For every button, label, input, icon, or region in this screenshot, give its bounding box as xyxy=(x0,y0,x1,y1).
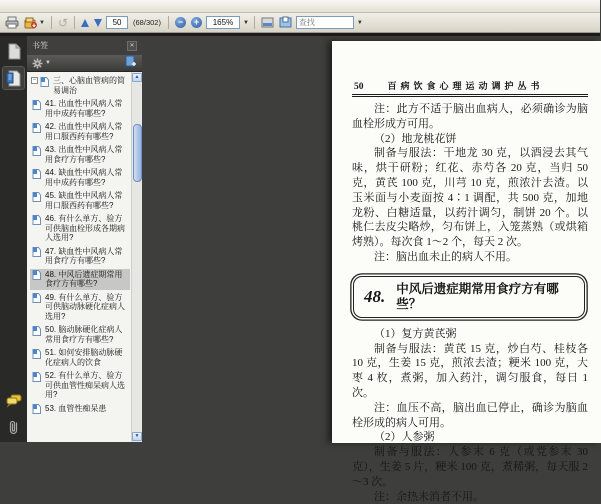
attachments-panel-button[interactable] xyxy=(3,416,24,438)
bookmark-item[interactable] xyxy=(30,370,130,401)
paperclip-icon xyxy=(8,419,20,435)
bookmark-item[interactable] xyxy=(30,403,130,418)
bookmark-item[interactable] xyxy=(30,98,130,119)
bookmark-label: 50. 脑动脉硬化症病人常用食疗方有哪些? xyxy=(45,325,123,344)
printer-icon xyxy=(5,17,19,29)
zoom-level-input[interactable] xyxy=(206,16,240,29)
options-caret-icon: ▼ xyxy=(45,60,51,66)
fit-width-icon xyxy=(261,17,274,28)
new-bookmark-icon xyxy=(125,55,137,67)
main-area xyxy=(0,33,600,503)
bookmark-item[interactable] xyxy=(30,246,130,267)
menu-bar xyxy=(0,0,600,13)
search-dropdown-caret[interactable]: ▼ xyxy=(356,19,363,26)
bookmarks-panel-button[interactable] xyxy=(3,67,24,89)
page-number-input[interactable] xyxy=(106,16,128,29)
fit-page-icon xyxy=(279,17,292,28)
text-block xyxy=(353,276,585,318)
bookmark-label: 45. 缺血性中风病人常用口服西药有哪些? xyxy=(45,191,123,210)
new-bookmark-button[interactable] xyxy=(125,54,137,72)
block-text: 制备与服法：干地龙 30 克，以酒浸去其气味，烘干研粉；红花、赤芍各 20 克，当归 50 克，黄芪 100 克，川芎 10 克，煎浓汁去渣。以玉米面与小麦面按 4∶1 调配，共 500 克，加地龙粉、白糖适量，以药汁调匀，制饼 20 个。以桃仁去皮尖略炒，匀布饼上，入笼蒸熟（或烘箱烤熟）。每次食 1～2 个，每天 2 次。 xyxy=(352,147,588,249)
fit-width-button[interactable] xyxy=(260,15,275,31)
toolbar-separator xyxy=(51,16,52,29)
bookmarks-options-bar xyxy=(27,55,142,72)
bookmark-item-icon xyxy=(32,168,42,181)
bookmark-list xyxy=(27,72,142,442)
block-text: （1）复方黄芪粥 xyxy=(374,327,457,340)
fit-page-button[interactable] xyxy=(278,15,293,31)
text-block xyxy=(352,250,588,265)
block-text: 注：此方不适于脑出血病人，必须确诊为脑血栓形成方可用。 xyxy=(352,103,588,130)
bookmark-item-icon xyxy=(32,404,42,417)
block-text: 中风后遗症期常用食疗方有哪些？ xyxy=(396,281,559,311)
text-block xyxy=(352,146,588,250)
bookmark-item[interactable] xyxy=(30,144,130,165)
page-down-icon xyxy=(94,19,102,27)
bookmark-item-icon xyxy=(32,293,42,306)
bookmark-item[interactable] xyxy=(30,292,130,323)
next-page-button[interactable] xyxy=(93,15,103,31)
bookmark-label: 41. 出血性中风病人常用中成药有哪些? xyxy=(45,99,123,118)
pdf-page xyxy=(332,41,601,503)
previous-view-button[interactable] xyxy=(57,15,69,31)
export-icon xyxy=(24,17,38,29)
bookmark-label: 49. 有什么单方、验方可供脑动脉硬化症病人选用? xyxy=(45,292,125,321)
text-block xyxy=(352,327,588,342)
bookmark-label: 43. 出血性中风病人常用食疗方有哪些? xyxy=(45,145,123,164)
bookmark-label: 53. 血管性痴呆患 xyxy=(45,403,107,413)
block-text: （2）人参粥 xyxy=(374,431,435,444)
bookmark-item-icon xyxy=(32,191,42,204)
running-head-title: 百病饮食心理运动调护丛书 xyxy=(387,81,544,91)
comments-icon xyxy=(6,394,22,406)
previous-page-button[interactable] xyxy=(80,15,90,31)
bookmark-item[interactable] xyxy=(30,269,130,290)
bookmark-label: 三、心脑血管病的简易调治 xyxy=(53,76,125,95)
page-up-icon xyxy=(81,19,89,27)
bookmark-item[interactable] xyxy=(30,75,130,96)
bookmark-item-icon xyxy=(32,214,42,227)
toolbar-separator xyxy=(168,16,169,29)
zoom-out-button[interactable] xyxy=(174,15,187,31)
bookmark-label: 42. 出血性中风病人常用口服西药有哪些? xyxy=(45,122,123,141)
section-number: 48. xyxy=(364,287,386,307)
scrollbar-thumb[interactable] xyxy=(133,124,142,182)
block-text: 注：脑出血未止的病人不用。 xyxy=(374,250,517,263)
bookmark-item[interactable] xyxy=(30,213,130,244)
bookmark-item-icon xyxy=(32,348,42,361)
bookmark-item-icon xyxy=(40,76,50,89)
gear-icon xyxy=(32,58,43,69)
page-text xyxy=(352,102,588,504)
document-area[interactable] xyxy=(142,36,600,503)
block-text: （2）地龙桃花饼 xyxy=(374,132,457,145)
bookmark-item-icon xyxy=(32,371,42,384)
block-text: 注：余热未消者不用。 xyxy=(374,490,484,503)
zoom-out-icon: − xyxy=(175,17,186,28)
zoom-dropdown-caret[interactable]: ▼ xyxy=(242,19,249,26)
zoom-in-button[interactable] xyxy=(190,15,203,31)
bookmark-item[interactable] xyxy=(30,121,130,142)
search-input[interactable] xyxy=(296,16,354,29)
bookmark-item-icon xyxy=(32,247,42,260)
pages-panel-button[interactable] xyxy=(3,40,24,62)
block-text: 制备与服法：人参末 6 克（或党参末 30 克），生姜 5 片，粳米 100 克，煮稀粥，每天服 2～3 次。 xyxy=(352,446,588,488)
page-running-header xyxy=(352,79,588,97)
collapse-icon[interactable]: − xyxy=(32,77,37,83)
bookmark-label: 47. 缺血性中风病人常用食疗方有哪些? xyxy=(45,246,123,265)
print-button[interactable] xyxy=(4,15,20,31)
text-block xyxy=(352,490,588,504)
page-count-indicator: (68/302) xyxy=(133,18,161,27)
bookmarks-icon xyxy=(6,70,21,87)
zoom-in-icon: + xyxy=(191,17,202,28)
block-text: 制备与服法：黄芪 15 克，炒白芍、桂枝各 10 克，生姜 15 克，煎浓去渣；粳米 100 克，大枣 4 枚，煮粥，加入药汁，调匀服食，每日 1 次。 xyxy=(352,342,588,399)
bookmark-item[interactable] xyxy=(30,167,130,188)
bookmark-scrollbar[interactable] xyxy=(131,72,142,442)
bookmark-item-icon xyxy=(32,145,42,158)
text-block xyxy=(352,132,588,147)
bookmark-label: 51. 如何安排脑动脉硬化症病人的饮食 xyxy=(45,348,123,367)
bookmark-item-icon xyxy=(32,325,42,338)
toolbar-separator xyxy=(74,16,75,29)
bookmark-item[interactable] xyxy=(30,324,130,345)
panel-title: 书签 xyxy=(32,41,48,50)
export-dropdown-caret[interactable]: ▼ xyxy=(39,19,45,26)
navigation-rail xyxy=(0,36,27,442)
bookmark-item[interactable] xyxy=(30,190,130,211)
scroll-down-button[interactable]: ▼ xyxy=(132,432,142,441)
bookmark-label: 48. 中风后遗症期常用食疗方有哪些? xyxy=(45,269,123,288)
bookmark-label: 44. 缺血性中风病人常用中成药有哪些? xyxy=(45,168,123,187)
text-block xyxy=(352,342,588,401)
bookmark-item-icon xyxy=(32,270,42,283)
export-button[interactable] xyxy=(23,15,46,31)
text-block xyxy=(352,102,588,132)
options-menu-button[interactable] xyxy=(32,58,51,69)
close-panel-button[interactable]: ✕ xyxy=(127,41,137,51)
toolbar xyxy=(0,13,600,33)
bookmark-label: 52. 有什么单方、验方可供血管性痴呆病人选用? xyxy=(45,371,125,399)
bookmark-item-icon xyxy=(32,99,42,112)
page-number: 50 xyxy=(354,82,364,92)
toolbar-separator xyxy=(254,16,255,29)
bookmark-item-icon xyxy=(32,122,42,135)
bookmarks-panel xyxy=(27,36,142,442)
block-text: 注：血压不高，脑出血已停止，确诊为脑血栓形成的病人可用。 xyxy=(352,401,588,429)
text-block xyxy=(352,430,588,445)
pages-icon xyxy=(7,43,21,60)
bookmarks-panel-header xyxy=(27,36,142,55)
text-block xyxy=(352,445,588,489)
comments-panel-button[interactable] xyxy=(3,389,24,411)
bookmark-label: 46. 有什么单方、验方可供脑血栓形成各期病人选用? xyxy=(45,214,125,242)
text-block xyxy=(352,401,588,431)
scroll-up-button[interactable]: ▲ xyxy=(132,73,142,82)
bookmark-item[interactable] xyxy=(30,347,130,368)
previous-view-icon: ↺ xyxy=(57,15,69,30)
